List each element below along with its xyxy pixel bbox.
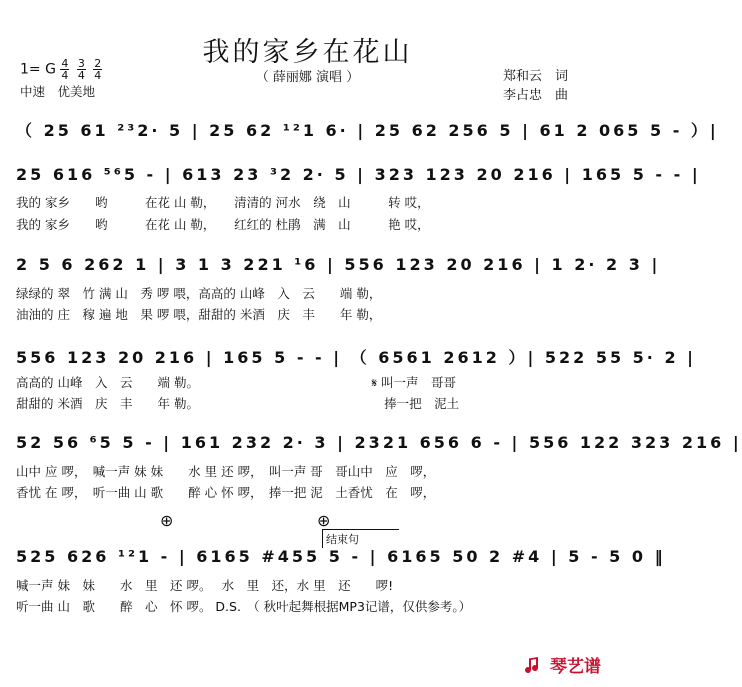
notation-line: （ 25 61 ²³2· 5 | 25 62 ¹²1 6· | 25 62 256 5 | 61 2 065 5 - ）| (16, 121, 719, 140)
lyric-line: 高高的 山峰 入 云 端 勒。 𝄋 叫一声 哥哥 (16, 375, 457, 390)
notation-line: 556 123 20 216 | 165 5 - - | （ 6561 2612 ）| 522 55 5· 2 | (16, 348, 696, 367)
lyric-line: 我的 家乡 哟 在花 山 勒， 清清的 河水 绕 山 转 哎， (16, 195, 430, 210)
coda-symbol: ⊕ (160, 511, 174, 530)
site-footer (0, 653, 615, 687)
tempo-marking: 中速 优美地 (20, 84, 96, 99)
lyric-line: 听一曲 山 歌 醉 心 怀 啰。 D.S. （ 秋叶起舞根据MP3记谱，仅供参考。） (16, 599, 472, 614)
coda-symbol: ⊕ (317, 511, 331, 530)
notation-line: 52 56 ⁶5 5 - | 161 232 2· 3 | 2321 656 6 - | 556 122 323 216 | (16, 433, 742, 452)
time-signature: $\frac{2}{4}$ (94, 57, 102, 82)
notation-line: 2 5 6 262 1 | 3 1 3 221 ¹6 | 556 123 20 216 | 1 2· 2 3 | (16, 255, 661, 274)
site-logo[interactable] (525, 652, 601, 680)
lyric-line: 油油的 庄 稼 遍 地 果 啰 喂，甜甜的 米酒 庆 丰 年 勒， (16, 307, 382, 322)
lyric-line: 山中 应 啰， 喊一声 妹 妹 水 里 还 啰， 叫一声 哥 哥山中 应 啰， (16, 464, 436, 479)
lyric-line: 绿绿的 翠 竹 满 山 秀 啰 喂，高高的 山峰 入 云 端 勒， (16, 286, 382, 301)
lyric-line: 喊一声 妹 妹 水 里 还 啰。 水 里 还，水 里 还 啰! (16, 578, 394, 593)
music-note-icon (525, 655, 545, 679)
lyric-line: 甜甜的 米酒 庆 丰 年 勒。 捧一把 泥土 (16, 396, 460, 411)
ending-bracket: 结束句 (322, 529, 399, 548)
lyric-line: 香忧 在 啰， 听一曲 山 歌 醉 心 怀 啰， 捧一把 泥 土香忧 在 啰， (16, 485, 436, 500)
composer-credit: 李占忠 曲 (503, 88, 569, 103)
lyric-line: 我的 家乡 哟 在花 山 勒， 红红的 杜鹃 满 山 艳 哎， (16, 217, 430, 232)
site-name: 琴艺谱 (550, 656, 601, 677)
lyricist-credit: 郑和云 词 (503, 69, 569, 84)
key-signature (20, 58, 105, 81)
notation-line: 25 616 ⁵⁶5 - | 613 23 ³2 2· 5 | 323 123 20 216 | 165 5 - - | (16, 165, 701, 184)
time-signature: $\frac{3}{4}$ (77, 57, 85, 82)
page-title: 我的家乡在花山 (202, 37, 413, 68)
time-signature: $\frac{4}{4}$ (61, 57, 69, 82)
notation-line: 525 626 ¹²1 - | 6165 #455 5 - | 6165 50 2 #4 | 5 - 5 0 ‖ (16, 547, 666, 566)
performer-credit: （ 薛丽娜 演唱 ） (255, 70, 360, 85)
key-text: 1= G (20, 61, 56, 78)
